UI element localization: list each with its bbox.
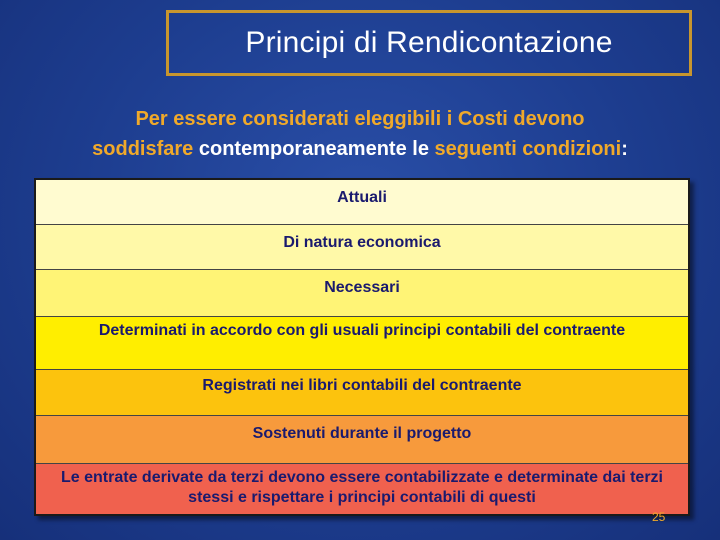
condition-row <box>36 180 688 225</box>
intro-word-soddisfare: soddisfare <box>92 138 194 160</box>
intro-word-contemporaneamente: contemporaneamente <box>198 138 407 160</box>
condition-text: Determinati in accordo con gli usuali principi contabili del contraente <box>98 322 626 339</box>
intro-word-seguenti: seguenti condizioni <box>434 138 622 160</box>
title-box <box>166 10 692 76</box>
intro-word-le: le <box>412 138 429 160</box>
intro-colon: : <box>621 138 628 160</box>
condition-text: Attuali <box>337 189 387 206</box>
condition-text: Di natura economica <box>283 234 441 251</box>
condition-row <box>36 270 688 317</box>
condition-row <box>36 464 688 514</box>
condition-text: Necessari <box>324 279 400 296</box>
condition-text: Registrati nei libri contabili del contraente <box>202 377 522 394</box>
intro-line-1: Per essere considerati eleggibili i Costi devono <box>135 108 585 130</box>
condition-row <box>36 225 688 270</box>
page-title: Principi di Rendicontazione <box>245 26 613 59</box>
conditions-table <box>34 178 690 516</box>
condition-row <box>36 370 688 416</box>
intro-text <box>20 104 700 164</box>
condition-text: Le entrate derivate da terzi devono essere contabilizzate e determinate dai terzi stessi e rispettare i principi contabili di questi <box>61 469 663 506</box>
page-number: 25 <box>652 510 666 524</box>
condition-text: Sostenuti durante il progetto <box>252 425 472 442</box>
condition-row <box>36 317 688 370</box>
condition-row <box>36 416 688 464</box>
